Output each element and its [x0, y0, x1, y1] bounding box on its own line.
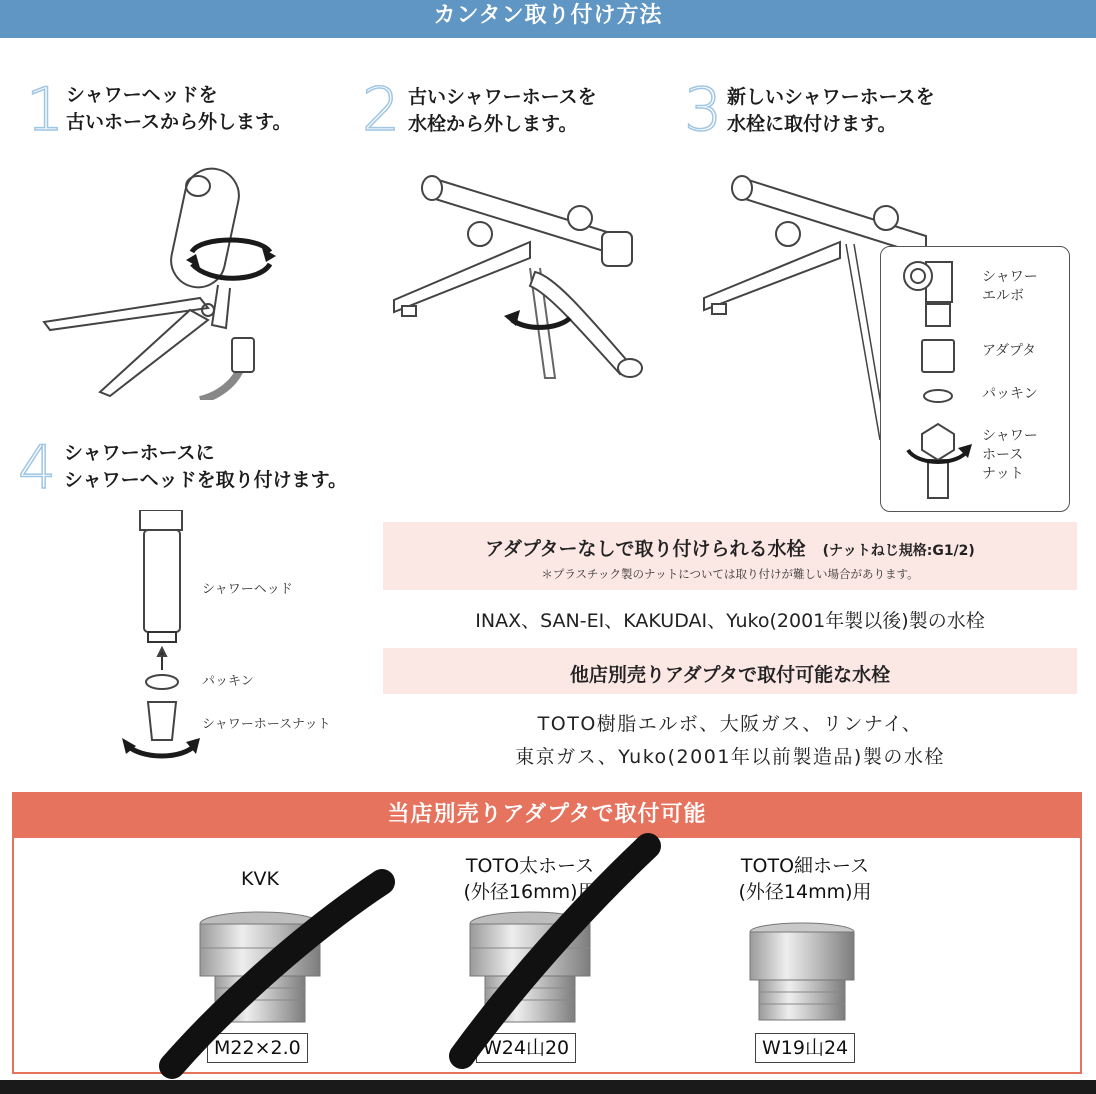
parts-illustration	[896, 252, 976, 502]
adapter-3-spec: W19山24	[755, 1033, 855, 1063]
part-label-hose-nut: シャワー ホース ナット	[982, 428, 1038, 482]
adapter-3-label: TOTO細ホース (外径14mm)用	[738, 855, 872, 903]
step-1-text: シャワーヘッドを 古いホースから外します。	[66, 84, 292, 133]
other-adapter-line2: 東京ガス、Yuko(2001年以前製造品)製の水栓	[515, 746, 945, 768]
step4-label-nut: シャワーホースナット	[202, 717, 331, 732]
step-2-number: 2	[362, 75, 401, 145]
page-header	[0, 0, 1096, 38]
step-4-illustration	[110, 510, 210, 760]
adapter-2-spec: W24山20	[476, 1033, 576, 1063]
page-title: カンタン取り付け方法	[433, 3, 663, 28]
step-2-text: 古いシャワーホースを 水栓から外します。	[408, 86, 597, 135]
part-label-packing: パッキン	[982, 386, 1038, 402]
step-2-illustration	[380, 168, 650, 398]
adapter-1-spec: M22×2.0	[207, 1033, 308, 1063]
step-3-text: 新しいシャワーホースを 水栓に取付けます。	[727, 86, 935, 135]
other-adapter-title: 他店別売りアダプタで取付可能な水栓	[569, 664, 891, 686]
step-1-number: 1	[26, 75, 65, 145]
bottom-bar	[0, 1080, 1096, 1094]
adapter-2-label: TOTO太ホース (外径16mm)用	[463, 855, 597, 903]
no-adapter-spec: (ナットねじ規格:G1/2)	[822, 543, 975, 559]
step-4-text: シャワーホースに シャワーヘッドを取り付けます。	[64, 442, 348, 491]
strikethrough-marks	[150, 820, 670, 1080]
step4-label-head: シャワーヘッド	[202, 582, 293, 597]
part-label-shower-elbow: シャワー エルボ	[982, 269, 1038, 304]
sale-section-title: 当店別売りアダプタで取付可能	[12, 792, 1082, 838]
other-adapter-band	[383, 648, 1077, 694]
step-1-illustration	[40, 160, 290, 400]
step-3-number: 3	[684, 75, 723, 145]
no-adapter-band	[383, 522, 1077, 590]
step4-label-packing: パッキン	[202, 674, 254, 689]
adapter-1-label: KVK	[241, 868, 279, 890]
adapter-3-image	[745, 922, 860, 1027]
no-adapter-title: アダプターなしで取り付けられる水栓	[485, 538, 806, 560]
no-adapter-brands: INAX、SAN-EI、KAKUDAI、Yuko(2001年製以後)製の水栓	[475, 610, 985, 632]
part-label-adapter: アダプタ	[982, 343, 1037, 359]
step-4-number: 4	[18, 433, 57, 503]
other-adapter-line1: TOTO樹脂エルボ、大阪ガス、リンナイ、	[537, 713, 923, 735]
no-adapter-note: ＊プラスチック製のナットについては取り付けが難しい場合があります。	[541, 567, 919, 581]
